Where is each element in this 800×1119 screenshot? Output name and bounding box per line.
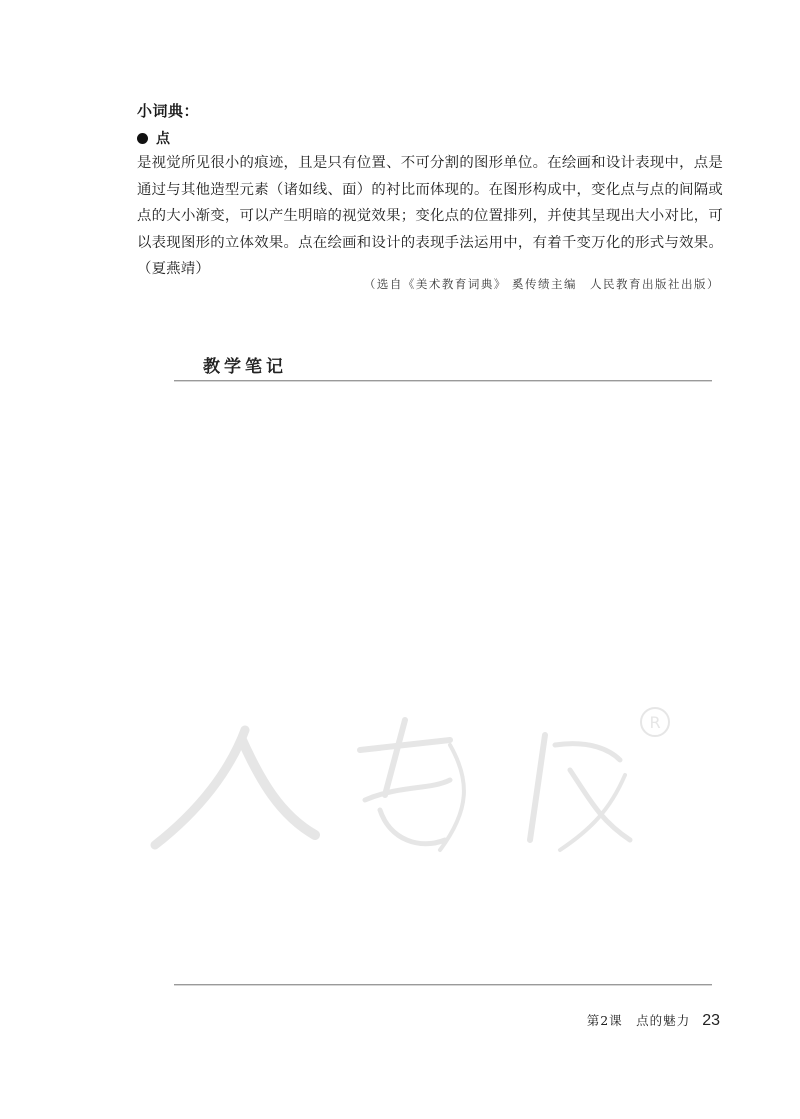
- page-footer: [587, 1011, 720, 1030]
- footer-divider: [174, 984, 712, 986]
- bullet-icon: [137, 133, 148, 144]
- teaching-notes-title: 教学笔记: [203, 357, 287, 377]
- dictionary-heading: 小词典：: [137, 102, 200, 120]
- page-number: 23: [702, 1012, 720, 1029]
- source-citation: （选自《美术教育词典》 奚传绩主编 人民教育出版社出版）: [363, 277, 720, 291]
- svg-text:R: R: [649, 713, 661, 732]
- lesson-label: 第2课 点的魅力: [586, 1013, 691, 1028]
- publisher-watermark: [150, 700, 680, 870]
- dictionary-term: [137, 128, 170, 148]
- notes-divider: [174, 380, 712, 382]
- term-definition: 是视觉所见很小的痕迹，且是只有位置、不可分割的图形单位。在绘画和设计表现中，点是通过与其他造型元素（诸如线、面）的衬比而体现的。在图形构成中，变化点与点的间隔或点的大小渐变，可以产生明暗的视觉效果；变化点的位置排列，并使其呈现出大小对比，可以表现图形的立体效果。点在绘画和设计的表现手法运用中，有着千变万化的形式与效果。（夏燕靖）: [137, 155, 723, 278]
- term-label: 点: [156, 131, 170, 147]
